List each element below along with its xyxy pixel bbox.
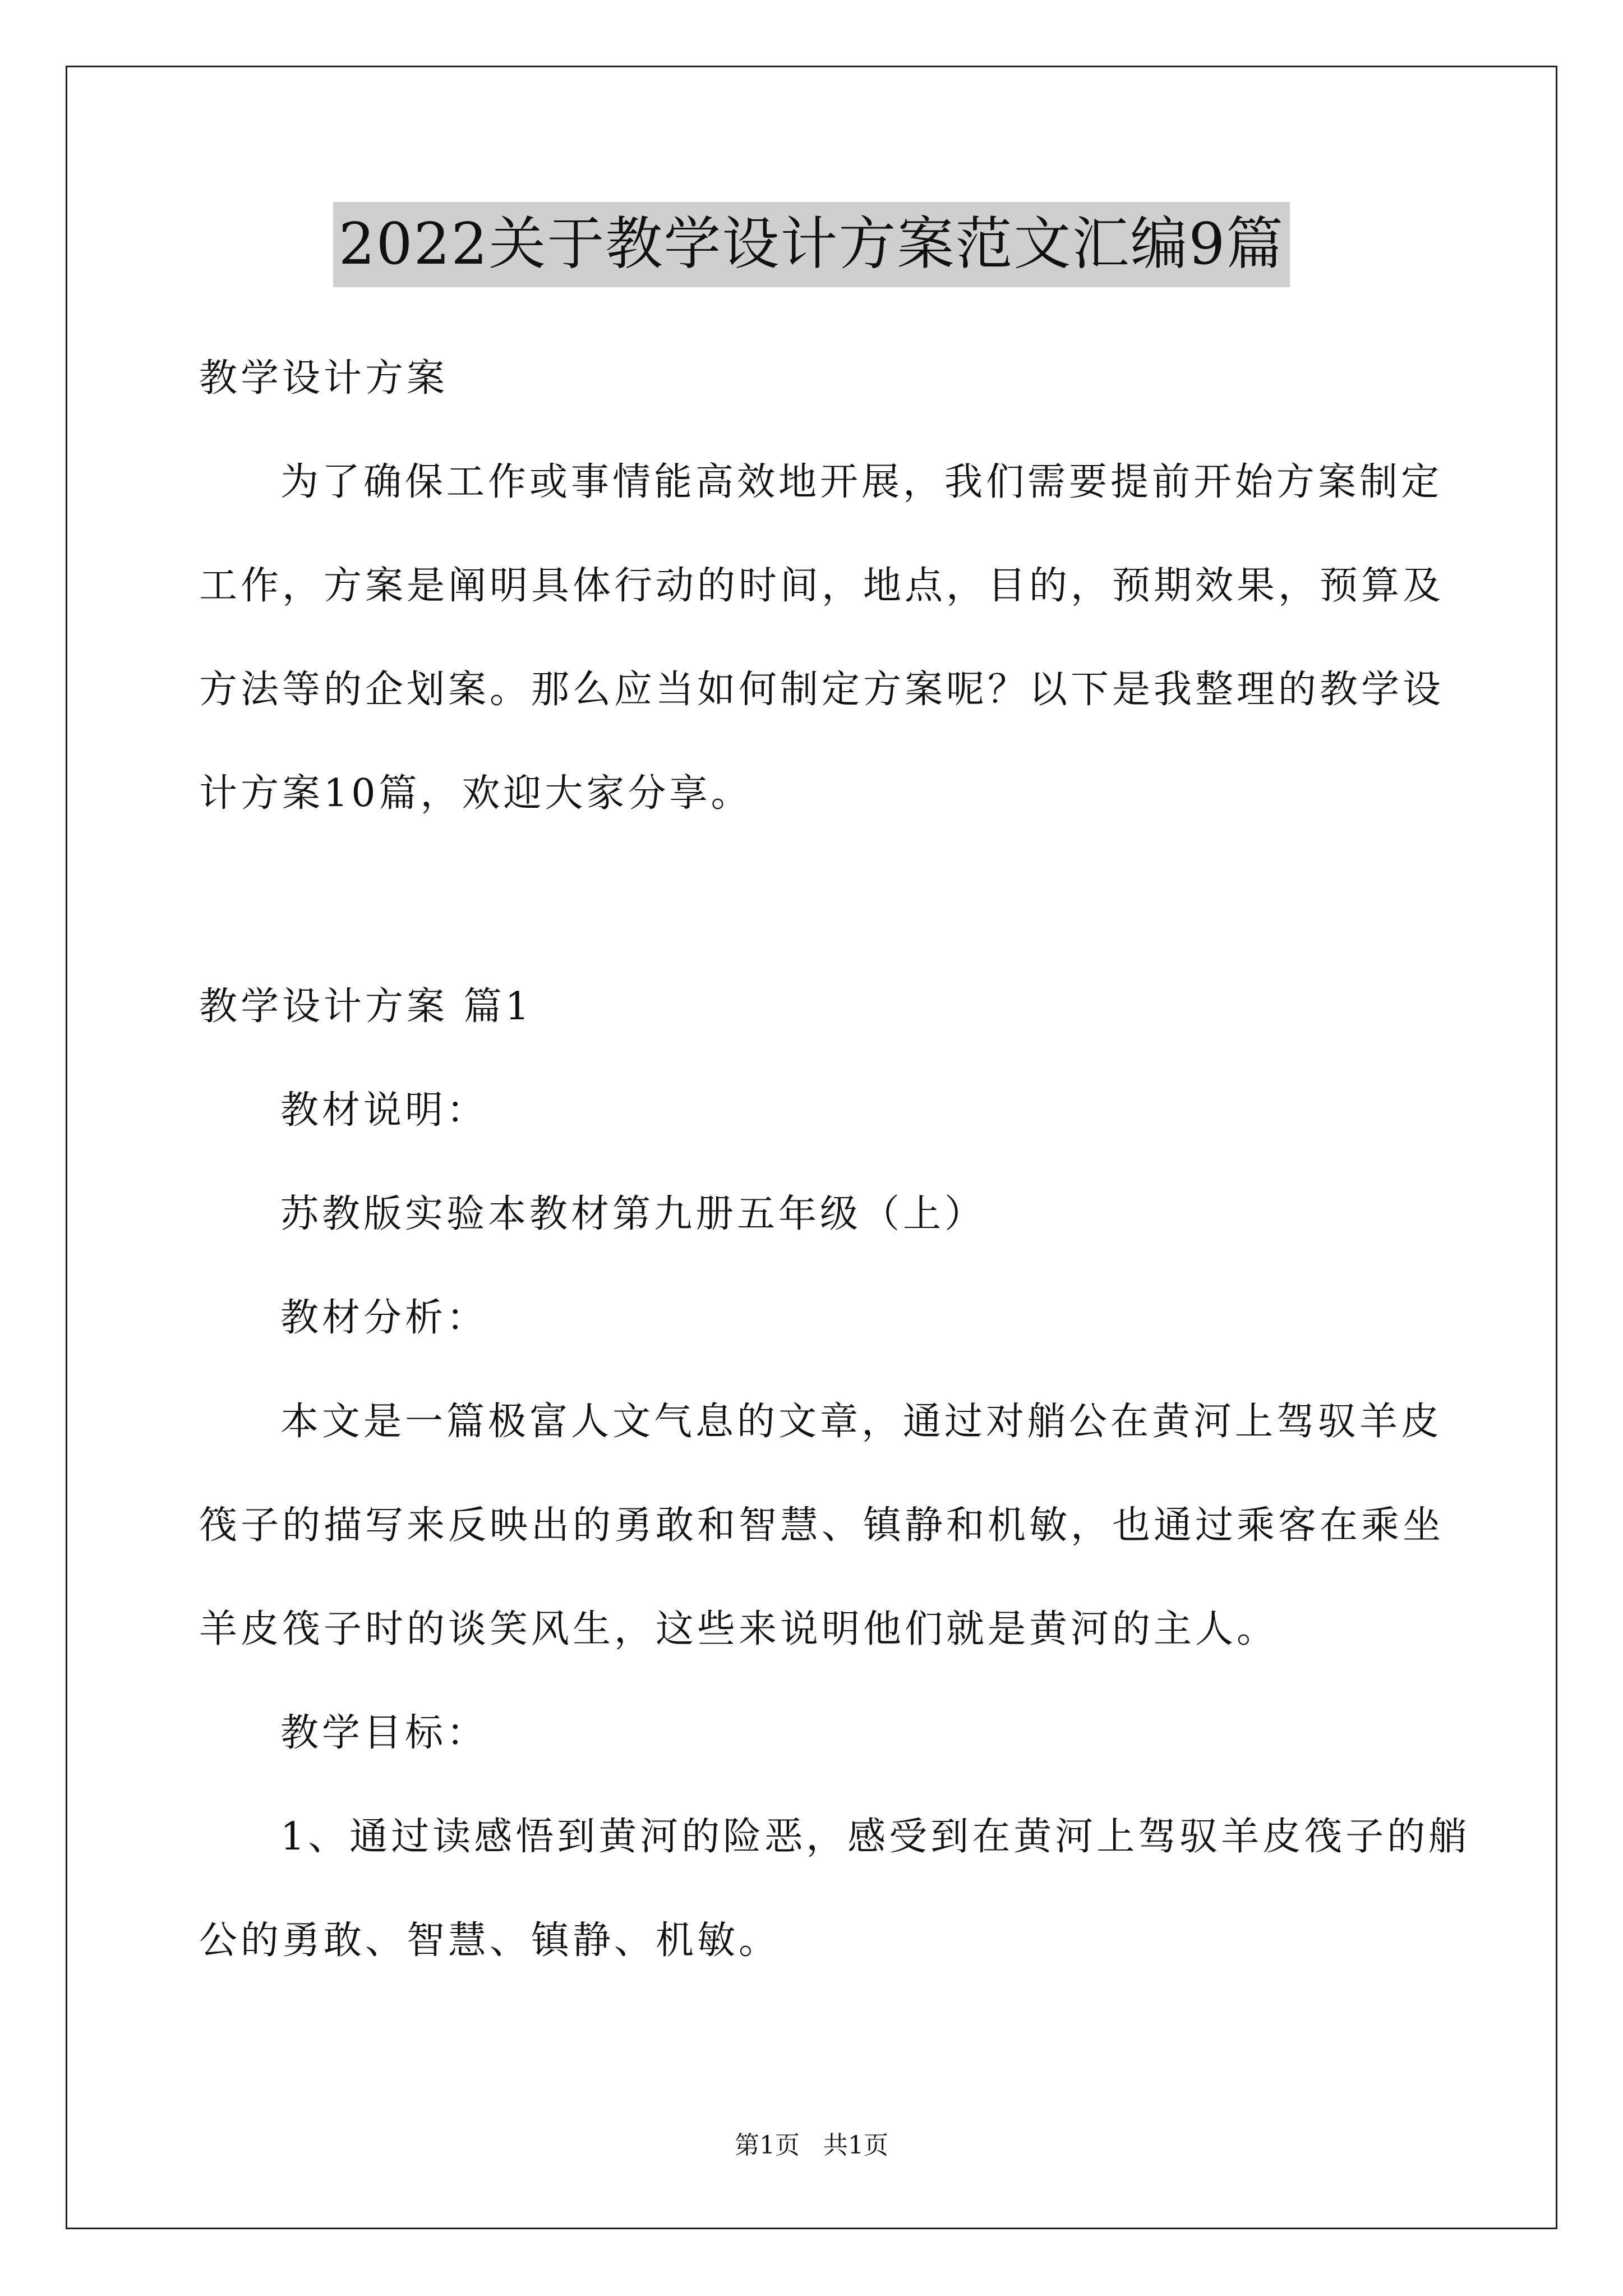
analysis-line-3: 羊皮筏子时的谈笑风生，这些来说明他们就是黄河的主人。 [199, 1607, 1279, 1651]
analysis-line-2: 筏子的描写来反映出的勇敢和智慧、镇静和机敏，也通过乘客在乘坐 [199, 1503, 1445, 1548]
section-heading: 教学设计方案 [199, 356, 449, 401]
article-heading: 教学设计方案 篇1 [199, 984, 533, 1029]
material-label: 教材说明： [280, 1088, 488, 1133]
title-container [0, 202, 1623, 287]
intro-line-3: 方法等的企划案。那么应当如何制定方案呢？以下是我整理的教学设 [199, 668, 1445, 712]
goals-label: 教学目标： [280, 1711, 488, 1755]
goal-1-line-2: 公的勇敢、智慧、镇静、机敏。 [199, 1918, 781, 1963]
analysis-label: 教材分析： [280, 1296, 488, 1340]
document-title: 2022关于教学设计方案范文汇编9篇 [333, 202, 1290, 287]
intro-line-4: 计方案10篇，欢迎大家分享。 [199, 771, 753, 816]
material-text: 苏教版实验本教材第九册五年级（上） [280, 1192, 986, 1236]
intro-line-1: 为了确保工作或事情能高效地开展，我们需要提前开始方案制定 [280, 460, 1443, 504]
page-footer: 第1页 共1页 [735, 2131, 888, 2160]
intro-line-2: 工作，方案是阐明具体行动的时间，地点，目的，预期效果，预算及 [199, 564, 1445, 608]
analysis-line-1: 本文是一篇极富人文气息的文章，通过对艄公在黄河上驾驭羊皮 [280, 1400, 1443, 1444]
goal-1-line-1: 1、通过读感悟到黄河的险恶，感受到在黄河上驾驭羊皮筏子的艄 [280, 1815, 1470, 1859]
